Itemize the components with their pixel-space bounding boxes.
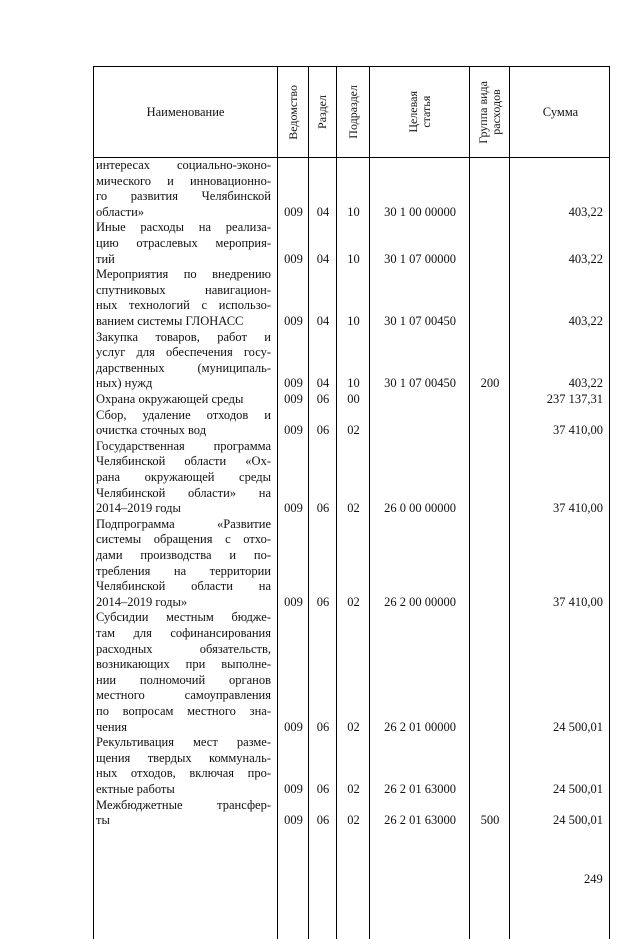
cell-sum: 24 500,01 — [553, 813, 603, 828]
cell-cs: 30 1 07 00450 — [384, 376, 456, 391]
cell-gr: 200 — [480, 376, 500, 391]
table-row — [94, 220, 609, 267]
row-name-line: Закупка товаров, работ и — [96, 329, 271, 344]
cell-pod: 02 — [347, 594, 360, 609]
cell-raz: 06 — [316, 501, 330, 516]
row-name — [96, 610, 271, 735]
cell-ved: 009 — [284, 813, 303, 828]
cell-raz: 06 — [316, 781, 330, 796]
row-name-line: ванием системы ГЛОНАСС — [96, 313, 244, 328]
row-name-line: Рекультивация мест разме- — [96, 735, 271, 750]
cell-cs: 26 2 01 63000 — [384, 781, 456, 796]
header-razdel — [309, 67, 337, 157]
cell-raz: 04 — [316, 313, 330, 328]
row-name-line: ектные работы — [96, 781, 175, 796]
row-name-line: 2014–2019 годы» — [96, 594, 188, 609]
row-name-line: дами производства и по- — [96, 547, 271, 562]
row-name-line: нии полномочий органов — [96, 672, 271, 687]
row-name — [96, 408, 271, 439]
row-name-line: услуг для обеспечения госу- — [96, 345, 271, 360]
row-name — [96, 158, 271, 220]
row-name — [96, 735, 271, 797]
row-name-line: цию отраслевых мероприя- — [96, 235, 271, 250]
budget-table — [93, 66, 610, 939]
row-name-line: Иные расходы на реализа- — [96, 220, 271, 235]
row-name — [96, 392, 271, 408]
row-name-line: Межбюджетные трансфер- — [96, 797, 271, 812]
row-name-line: ных) нужд — [96, 376, 153, 391]
header-name — [94, 67, 278, 157]
header-vedomstvo — [278, 67, 309, 157]
row-name — [96, 517, 271, 611]
cell-ved: 009 — [284, 204, 303, 219]
row-name-line: Государственная программа — [96, 438, 271, 453]
cell-raz: 06 — [316, 594, 330, 609]
cell-ved: 009 — [284, 501, 303, 516]
row-name-line: го развития Челябинской — [96, 189, 271, 204]
cell-ved: 009 — [284, 313, 303, 328]
table-row — [94, 610, 609, 735]
cell-cs: 26 2 01 00000 — [384, 719, 456, 734]
cell-sum: 237 137,31 — [546, 391, 603, 406]
cell-sum: 403,22 — [568, 204, 603, 219]
cell-ved: 009 — [284, 391, 303, 406]
cell-raz: 06 — [316, 813, 330, 828]
header-podrazdel-text: Подраздел — [345, 85, 360, 139]
cell-pod: 02 — [347, 781, 360, 796]
table-row — [94, 517, 609, 611]
header-gruppa-text: Группа вида расходов — [475, 80, 503, 144]
cell-ved: 009 — [284, 251, 303, 266]
row-name-line: очистка сточных вод — [96, 423, 207, 438]
table-row — [94, 408, 609, 439]
table-row — [94, 267, 609, 329]
cell-cs: 30 1 00 00000 — [384, 204, 456, 219]
cell-pod: 10 — [347, 251, 360, 266]
table-rows — [94, 158, 609, 829]
row-name-line: местного самоуправления — [96, 688, 271, 703]
cell-pod: 02 — [347, 719, 360, 734]
row-name-line: ты — [96, 813, 110, 828]
cell-cs: 30 1 07 00000 — [384, 251, 456, 266]
row-name-line: Мероприятия по внедрению — [96, 267, 271, 282]
row-name-line: тий — [96, 251, 115, 266]
cell-sum: 403,22 — [568, 313, 603, 328]
row-name-line: расходных обязательств, — [96, 641, 271, 656]
cell-sum: 24 500,01 — [553, 781, 603, 796]
table-row — [94, 158, 609, 220]
table-row — [94, 439, 609, 517]
cell-sum: 37 410,00 — [553, 423, 603, 438]
row-name-line: Челябинской области на — [96, 579, 271, 594]
cell-ved: 009 — [284, 376, 303, 391]
cell-raz: 06 — [316, 423, 330, 438]
cell-raz: 04 — [316, 204, 330, 219]
cell-sum: 37 410,00 — [553, 501, 603, 516]
row-name-line: ных отходов, включая про- — [96, 766, 271, 781]
row-name-line: дарственных (муниципаль- — [96, 360, 271, 375]
row-name-line: чения — [96, 719, 127, 734]
cell-sum: 403,22 — [568, 376, 603, 391]
cell-ved: 009 — [284, 719, 303, 734]
row-name-line: области» — [96, 204, 145, 219]
row-name — [96, 220, 271, 267]
cell-pod: 10 — [347, 313, 360, 328]
row-name-line: Охрана окружающей среды — [96, 391, 244, 406]
table-row — [94, 735, 609, 797]
row-name-line: Субсидии местным бюдже- — [96, 610, 271, 625]
cell-raz: 04 — [316, 376, 330, 391]
cell-cs: 26 2 00 00000 — [384, 594, 456, 609]
header-gruppa — [470, 67, 510, 157]
cell-raz: 04 — [316, 251, 330, 266]
row-name-line: интересах социально-эконо- — [96, 158, 271, 172]
table-body — [93, 158, 610, 939]
row-name-line: ных технологий с использо- — [96, 298, 271, 313]
cell-pod: 02 — [347, 501, 360, 516]
cell-sum: 24 500,01 — [553, 719, 603, 734]
cell-pod: 10 — [347, 204, 360, 219]
cell-cs: 26 0 00 00000 — [384, 501, 456, 516]
row-name — [96, 330, 271, 392]
cell-ved: 009 — [284, 594, 303, 609]
cell-sum: 37 410,00 — [553, 594, 603, 609]
row-name-line: мического и инновационно- — [96, 173, 271, 188]
cell-sum: 403,22 — [568, 251, 603, 266]
cell-ved: 009 — [284, 781, 303, 796]
cell-raz: 06 — [316, 391, 330, 406]
row-name-line: спутниковых навигацион- — [96, 282, 271, 297]
cell-pod: 00 — [347, 391, 360, 406]
row-name-line: Челябинской области «Ох- — [96, 454, 271, 469]
row-name-line: по вопросам местного зна- — [96, 703, 271, 718]
row-name — [96, 798, 271, 829]
row-name-line: рана окружающей среды — [96, 469, 271, 484]
cell-pod: 02 — [347, 423, 360, 438]
header-razdel-text: Раздел — [315, 95, 329, 129]
row-name-line: там для софинансирования — [96, 625, 271, 640]
cell-cs: 26 2 01 63000 — [384, 813, 456, 828]
header-tselevaya-text: Целевая статья — [405, 91, 433, 133]
table-row — [94, 798, 609, 829]
row-name — [96, 267, 271, 329]
row-name-line: 2014–2019 годы — [96, 501, 181, 516]
header-name-text: Наименование — [146, 104, 225, 119]
row-name-line: Подпрограмма «Развитие — [96, 516, 271, 531]
table-row — [94, 392, 609, 408]
cell-pod: 02 — [347, 813, 360, 828]
row-name-line: Сбор, удаление отходов и — [96, 407, 271, 422]
cell-ved: 009 — [284, 423, 303, 438]
row-name-line: Челябинской области» на — [96, 485, 271, 500]
header-tselevaya — [370, 67, 470, 157]
row-name-line: щения твердых коммуналь- — [96, 750, 271, 765]
row-name-line: системы обращения с отхо- — [96, 532, 271, 547]
cell-cs: 30 1 07 00450 — [384, 313, 456, 328]
table-row — [94, 330, 609, 392]
table-header — [93, 66, 610, 158]
header-podrazdel — [337, 67, 370, 157]
header-vedomstvo-text: Ведомство — [285, 84, 300, 140]
row-name — [96, 439, 271, 517]
row-name-line: требления на территории — [96, 563, 271, 578]
cell-gr: 500 — [480, 813, 500, 828]
row-name-line: возникающих при выполне- — [96, 657, 271, 672]
header-summa — [510, 67, 611, 157]
cell-raz: 06 — [316, 719, 330, 734]
header-summa-text: Сумма — [542, 104, 579, 119]
page-number: 249 — [584, 872, 603, 886]
cell-pod: 10 — [347, 376, 360, 391]
